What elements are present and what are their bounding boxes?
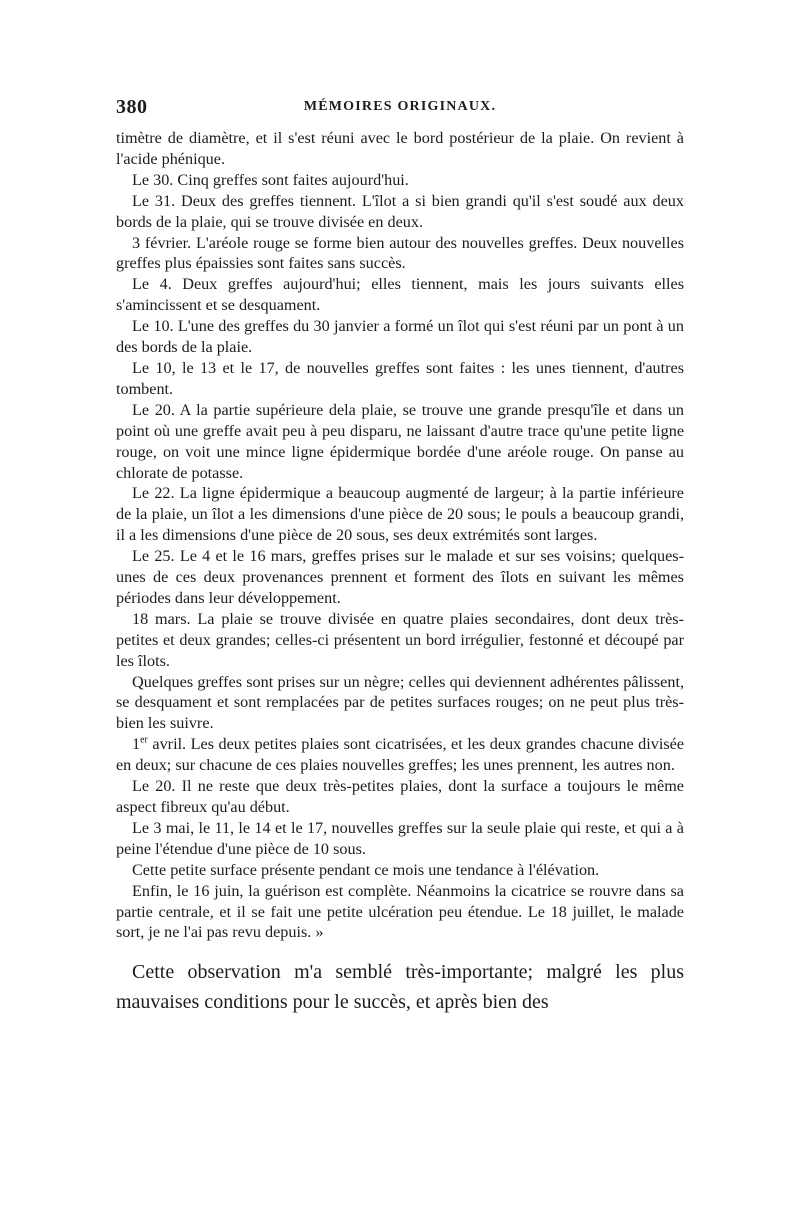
- paragraph: Le 20. A la partie supérieure dela plaie, se trouve une grande presqu'île et dans un point où une greffe avait peu à peu disparu, ne laissant d'autre trace qu'une petite ligne rouge, on voit une mince ligne épidermique bordée d'une aréole rouge. On panse au chlorate de potasse.: [116, 400, 684, 482]
- paragraph: Le 10, le 13 et le 17, de nouvelles greffes sont faites : les unes tiennent, d'autres tombent.: [116, 358, 684, 398]
- paragraph: Le 3 mai, le 11, le 14 et le 17, nouvelles greffes sur la seule plaie qui reste, et qui a à peine l'étendue d'une pièce de 10 sous.: [116, 818, 684, 858]
- page-number: 380: [116, 96, 148, 118]
- paragraph: Le 4. Deux greffes aujourd'hui; elles tiennent, mais les jours suivants elles s'amincissent et se desquament.: [116, 275, 684, 315]
- paragraph: Le 30. Cinq greffes sont faites aujourd'hui.: [132, 170, 409, 189]
- paragraph: Le 31. Deux des greffes tiennent. L'îlot a si bien grandi qu'il s'est soudé aux deux bords de la plaie, qui se trouve divisée en deux.: [116, 191, 684, 231]
- body-text: [116, 128, 684, 1017]
- paragraph: 3 février. L'aréole rouge se forme bien autour des nouvelles greffes. Deux nouvelles greffes plus épaissies sont faites sans succès.: [116, 233, 684, 273]
- paragraph: Le 22. La ligne épidermique a beaucoup augmenté de largeur; à la partie inférieure de la plaie, un îlot a les dimensions d'une pièce de 20 sous; le pouls a beaucoup grandi, il a les dimensions d'une pièce de 20 sous, ses deux extrémités sont larges.: [116, 484, 684, 545]
- paragraph: Enfin, le 16 juin, la guérison est complète. Néanmoins la cicatrice se rouvre dans sa partie centrale, et il se fait une petite ulcération peu étendue. Le 18 juillet, le malade sort, je ne l'ai pas revu depuis. »: [116, 881, 684, 942]
- ordinal-superscript: er: [140, 734, 148, 746]
- paragraph: Le 10. L'une des greffes du 30 janvier a formé un îlot qui s'est réuni par un pont à un des bords de la plaie.: [116, 317, 684, 357]
- document-page: [116, 96, 684, 1017]
- paragraph: Le 25. Le 4 et le 16 mars, greffes prises sur le malade et sur ses voisins; quelques-unes de ces deux provenances prennent et forment des îlots en suivant les mêmes périodes dans leur développement.: [116, 547, 684, 607]
- april-day: 1: [132, 735, 141, 754]
- paragraph: timètre de diamètre, et il s'est réuni avec le bord postérieur de la plaie. On revient à l'acide phénique.: [116, 129, 684, 168]
- april-text: avril. Les deux petites plaies sont cicatrisées, et les deux grandes chacune divisée en deux; sur chacune de ces plaies nouvelles greffes; les unes prennent, les autres non.: [116, 735, 684, 775]
- closing-paragraph: Cette observation m'a semblé très-importante; malgré les plus mauvaises conditions pour le succès, et après bien des: [116, 961, 684, 1014]
- paragraph-april: [116, 734, 684, 776]
- paragraph: Le 20. Il ne reste que deux très-petites plaies, dont la surface a toujours le même aspect fibreux qu'au début.: [116, 777, 684, 816]
- paragraph: 18 mars. La plaie se trouve divisée en quatre plaies secondaires, dont deux très-petites et deux grandes; celles-ci présentent un bord irrégulier, festonné et découpé par les îlots.: [116, 609, 684, 670]
- paragraph: Cette petite surface présente pendant ce mois une tendance à l'élévation.: [132, 860, 600, 879]
- paragraph: Quelques greffes sont prises sur un nègre; celles qui deviennent adhérentes pâlissent, se desquament et sont remplacées par de petites surfaces rouges; on ne peut plus très-bien les suivre.: [116, 672, 684, 733]
- running-head: [116, 96, 684, 122]
- running-title: MÉMOIRES ORIGINAUX.: [303, 99, 497, 114]
